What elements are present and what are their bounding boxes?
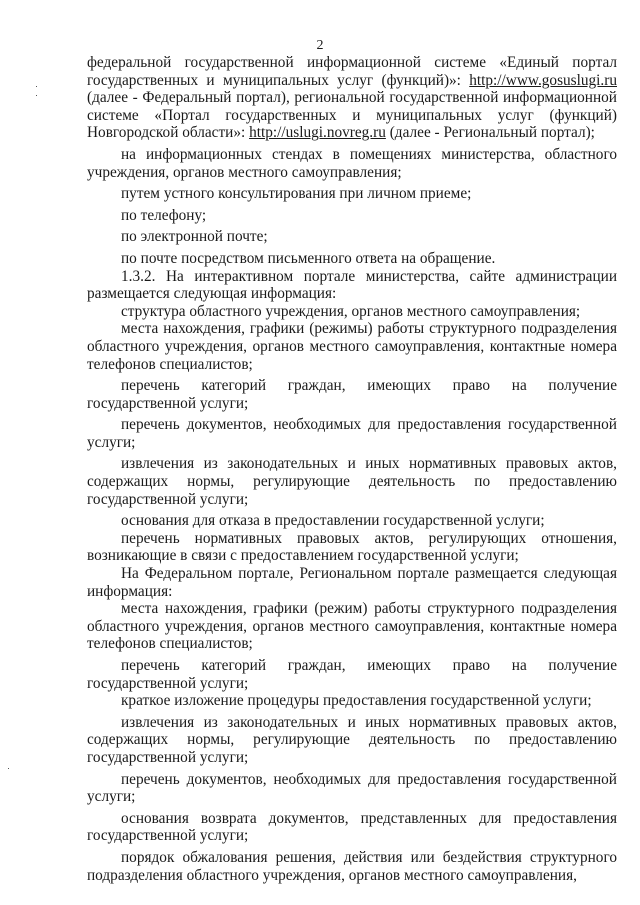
scan-mark	[8, 768, 9, 769]
paragraph: основания возврата документов, представленных для предоставления государственной услуги;	[87, 809, 617, 845]
paragraph: перечень нормативных правовых актов, регулирующих отношения, возникающие в связи с предоставлением государственной услуги;	[87, 529, 617, 565]
paragraph: основания для отказа в предоставлении государственной услуги;	[121, 512, 545, 530]
document-body	[87, 54, 617, 884]
paragraph: перечень документов, необходимых для предоставления государственной услуги;	[87, 416, 617, 451]
paragraph: перечень категорий граждан, имеющих право на получение государственной услуги;	[87, 657, 617, 692]
paragraph: структура областного учреждения, органов местного самоуправления;	[121, 302, 581, 320]
page-number: 2	[316, 38, 324, 53]
paragraph: путем устного консультирования при личном приеме;	[121, 185, 472, 203]
paragraph: перечень категорий граждан, имеющих право на получение государственной услуги;	[87, 377, 617, 412]
paragraph: порядок обжалования решения, действия или бездействия структурного подразделения областного учреждения, органов местного самоуправления,	[87, 848, 617, 884]
paragraph: по электронной почте;	[121, 228, 268, 246]
paragraph: места нахождения, графики (режим) работы структурного подразделения областного учреждения, органов местного самоуправления, контактные номера телефонов специалистов;	[87, 600, 617, 653]
uslugi-novreg-link[interactable]: http://uslugi.novreg.ru	[249, 124, 386, 142]
scan-mark	[36, 86, 37, 87]
paragraph: извлечения из законодательных и иных нормативных правовых актов, содержащих нормы, регулирующие деятельность по предоставлению государственной услуги;	[87, 713, 617, 766]
paragraph-text: (далее - Федеральный портал), региональной государственной информационной системе «Портал государственных и муниципальных услуг (функций) Новгородской области»:	[87, 89, 617, 142]
paragraph: на информационных стендах в помещениях министерства, областного учреждения, органов местного самоуправления;	[87, 145, 617, 181]
paragraph: краткое изложение процедуры предоставления государственной услуги;	[121, 692, 592, 710]
paragraph: места нахождения, графики (режимы) работы структурного подразделения областного учреждения, органов местного самоуправления, контактные номера телефонов специалистов;	[87, 320, 617, 373]
paragraph: На Федеральном портале, Региональном портале размещается следующая информация:	[87, 565, 617, 600]
paragraph-portals	[87, 54, 617, 142]
scan-mark	[36, 95, 37, 96]
paragraph-text: (далее - Региональный портал);	[385, 124, 595, 142]
paragraph: по почте посредством письменного ответа на обращение.	[121, 249, 496, 267]
paragraph: перечень документов, необходимых для предоставления государственной услуги;	[87, 770, 617, 806]
paragraph: 1.3.2. На интерактивном портале министерства, сайте администрации размещается следующая информация:	[87, 267, 617, 303]
gosuslugi-link[interactable]: http://www.gosuslugi.ru	[469, 71, 617, 89]
paragraph: по телефону;	[121, 206, 207, 224]
paragraph-text: федеральной государственной информационной системе «Единый портал государственных и муниципальных услуг (функций)»:	[87, 54, 617, 89]
paragraph: извлечения из законодательных и иных нормативных правовых актов, содержащих нормы, регулирующие деятельность по предоставлению государственной услуги;	[87, 455, 617, 508]
